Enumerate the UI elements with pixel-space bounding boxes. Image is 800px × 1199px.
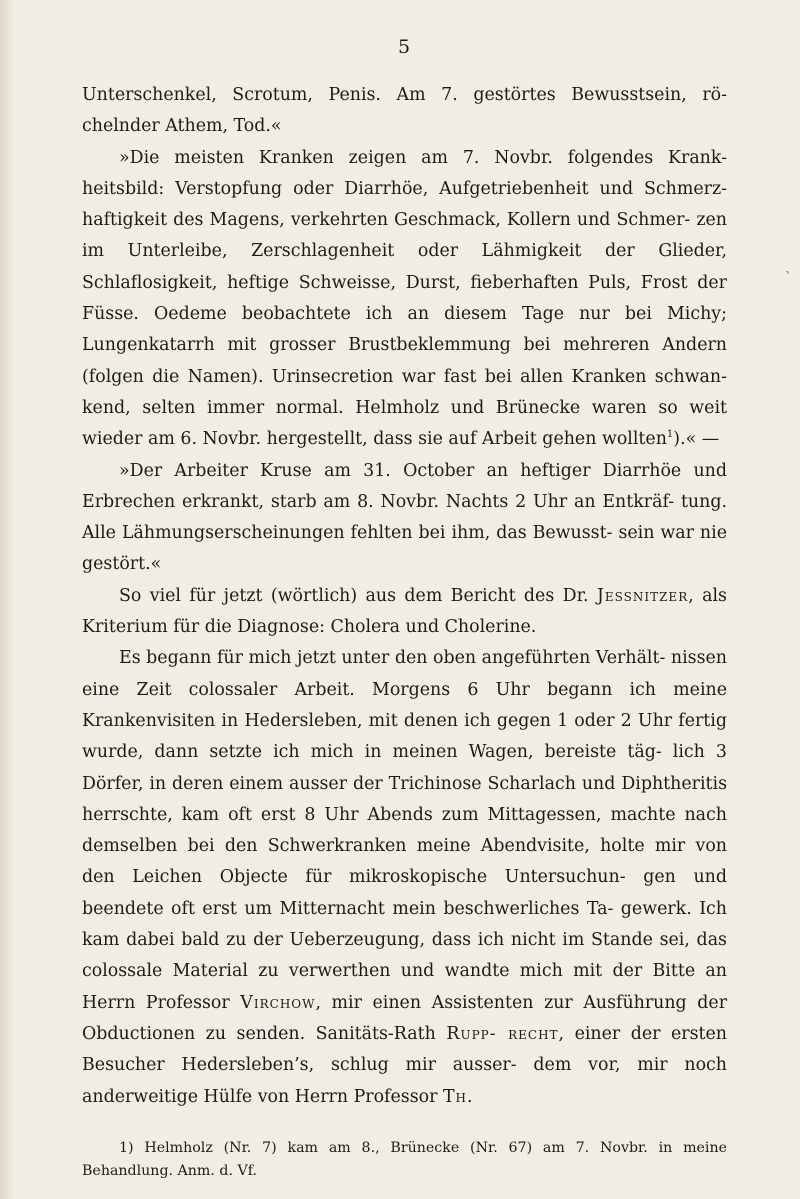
footnote-reference: 1	[666, 429, 674, 441]
paragraph-text: Unterschenkel, Scrotum, Penis. Am 7. gestörtes Bewusstsein, rö- chelnder Athem, Tod.«	[82, 85, 727, 137]
page-number: 5	[397, 36, 412, 58]
paragraph-text: , einer der ersten Besucher Hedersleben’s, schlug mir ausser- dem vor, mir noch anderweitige Hülfe von Herrn Professor	[82, 1023, 727, 1107]
margin-mark: ˋ	[785, 270, 792, 286]
paragraph-2	[82, 143, 727, 456]
paragraph-text: »Die meisten Kranken zeigen am 7. Novbr. folgendes Krank- heitsbild: Verstopfung oder Diarrhöe, Aufgetriebenheit und Schmerz- haftigkeit des Magens, verkehrten Geschmack, Kollern und Schmer- zen im Unterleibe, Zerschlagenheit oder Lähmigkeit der Glieder, Schlaflosigkeit, heftige Schweisse, Durst, fieberhaften Puls, Frost der Füsse. Oedeme beobachtete ich an diesem Tage nur bei Michy; Lungenkatarrh mit grosser Brustbeklemmung bei mehreren Andern (folgen die Namen). Urinsecretion war fast bei allen Kranken schwan- kend, selten immer normal. Helmholz und Brünecke waren so weit wieder am 6. Novbr. hergestellt, dass sie auf Arbeit gehen wollten	[82, 147, 727, 450]
paragraph-text: ).« —	[673, 429, 720, 450]
paragraph-text: , mir einen Assistenten zur Ausführung der Obductionen zu senden. Sanitäts-Rath	[82, 992, 728, 1044]
person-name: Virchow	[240, 992, 316, 1013]
paragraph-5	[82, 643, 727, 1112]
person-name: Rupp- recht	[446, 1023, 559, 1044]
page-binding-edge	[0, 0, 14, 1199]
paragraph-text: »Der Arbeiter Kruse am 31. October an heftiger Diarrhöe und Erbrechen erkrankt, starb am 8. Novbr. Nachts 2 Uhr an Entkräf- tung. Alle Lähmungserscheinungen fehlten bei ihm, das Bewusst- sein war nie gestört.«	[82, 460, 727, 575]
paragraph-1	[82, 80, 727, 143]
paragraph-text: Es begann für mich jetzt unter den oben angeführten Verhält- nissen eine Zeit colossaler Arbeit. Morgens 6 Uhr begann ich meine Krankenvisiten in Hedersleben, mit denen ich gegen 1 oder 2 Uhr fertig wurde, dann setzte ich mich in meinen Wagen, bereiste täg- lich 3 Dörfer, in deren einem ausser der Trichinose Scharlach und Diphtheritis herrschte, kam oft erst 8 Uhr Abends zum Mittagessen, machte nach demselben bei den Schwerkranken meine Abendvisite, holte mir von den Leichen Objecte für mikroskopische Untersuchun- gen und beendete oft erst um Mitternacht mein beschwerliches Ta- gewerk. Ich kam dabei bald zu der Ueberzeugung, dass ich nicht im Stande sei, das colossale Material zu verwerthen und wandte mich mit der Bitte an Herrn Professor	[82, 648, 727, 1013]
paragraph-3	[82, 456, 727, 581]
footnote: 1) Helmholz (Nr. 7) kam am 8., Brünecke (Nr. 67) am 7. Novbr. in meine Behandlung. Anm. d. Vf.	[82, 1139, 727, 1179]
paragraph-text: , als Kriterium für die Diagnose: Cholera und Cholerine.	[82, 585, 727, 638]
book-page	[82, 36, 727, 1197]
paragraph-text: So viel für jetzt (wörtlich) aus dem Bericht des Dr.	[119, 585, 597, 606]
person-name: Th.	[442, 1086, 474, 1107]
paragraph-4	[82, 581, 727, 644]
person-name: Jessnitzer	[596, 585, 689, 606]
